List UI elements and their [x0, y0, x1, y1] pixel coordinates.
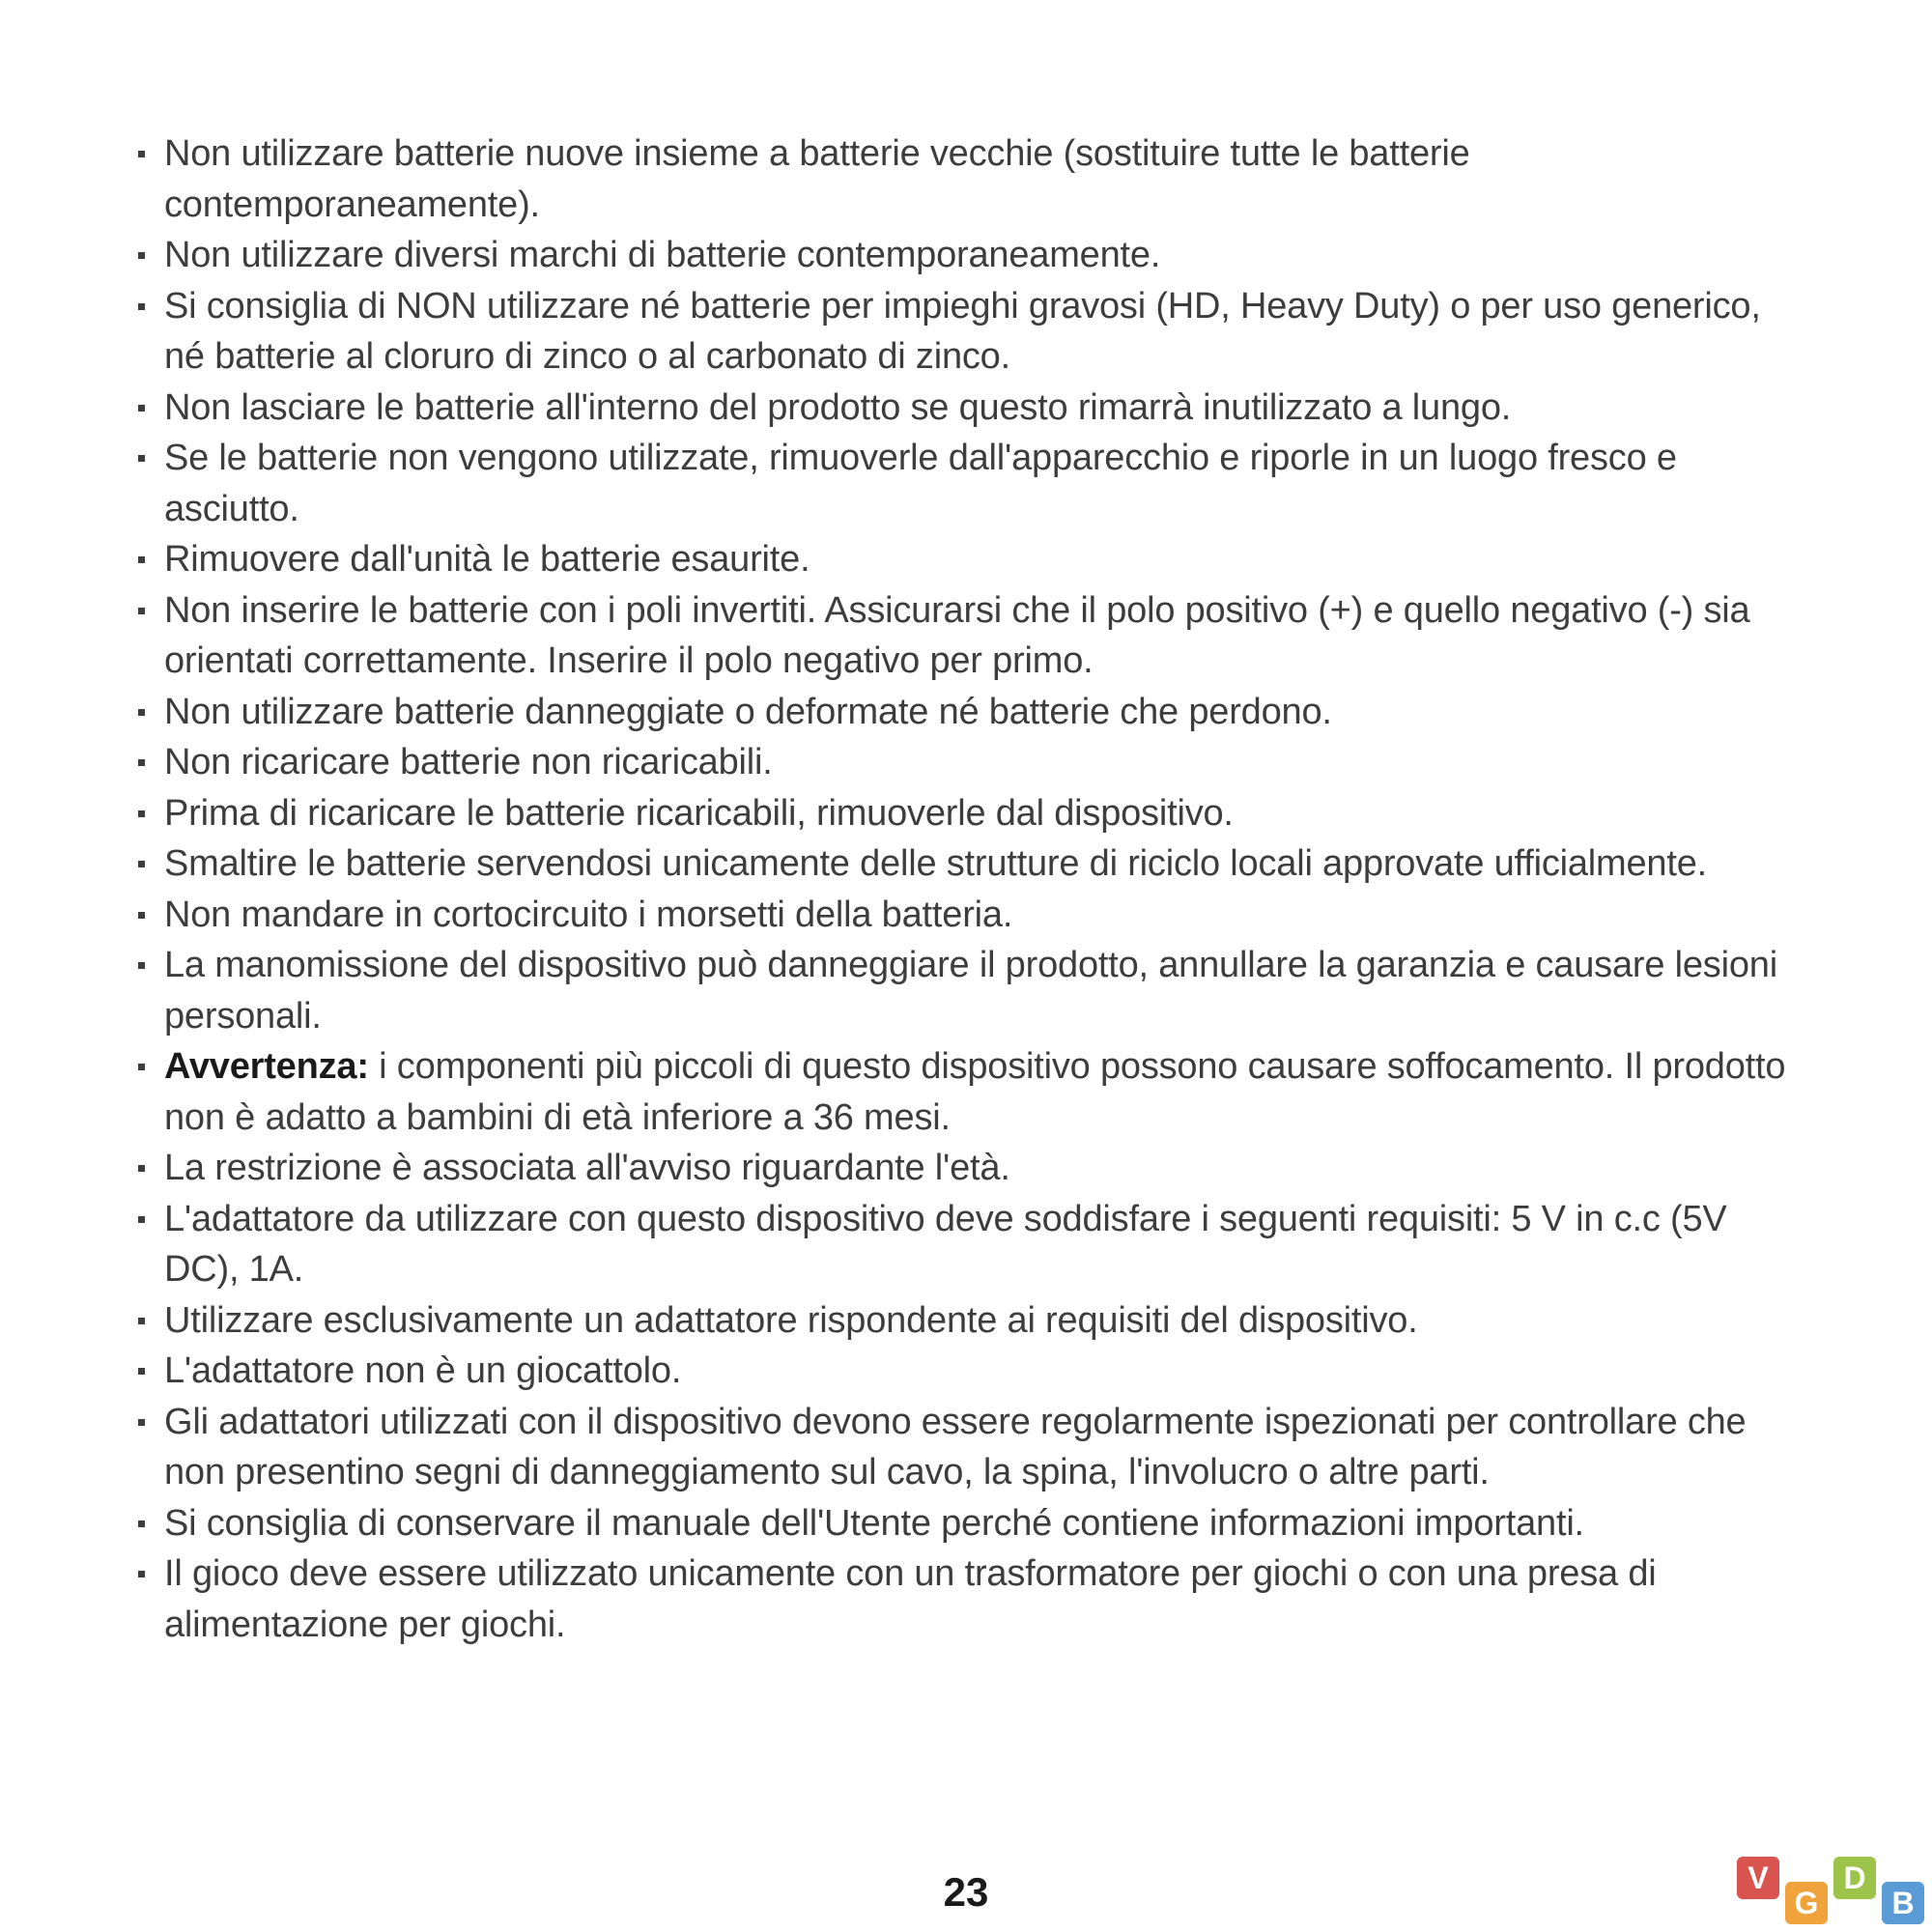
bullet-marker-icon [138, 252, 145, 259]
bullet-marker-icon [138, 303, 145, 310]
bullet-item [135, 687, 1797, 738]
bullet-marker-icon [138, 1571, 145, 1577]
bullet-lead-label: Avvertenza: [164, 1046, 369, 1087]
bullet-marker-icon [138, 861, 145, 867]
bullet-item [135, 1397, 1797, 1498]
bullet-text: Non utilizzare batterie danneggiate o deformate né batterie che perdono. [164, 691, 1332, 732]
watermark-letter-b: B [1882, 1882, 1924, 1924]
bullet-item [135, 1346, 1797, 1397]
bullet-item [135, 534, 1797, 585]
bullet-text: Il gioco deve essere utilizzato unicamente con un trasformatore per giochi o con una presa di alimentazione per giochi. [164, 1553, 1657, 1645]
bullet-text: i componenti più piccoli di questo dispositivo possono causare soffocamento. Il prodotto non è adatto a bambini di età inferiore a 36 mesi. [164, 1046, 1786, 1138]
bullet-text: Utilizzare esclusivamente un adattatore rispondente ai requisiti del dispositivo. [164, 1299, 1418, 1341]
bullet-item [135, 230, 1797, 281]
bullet-marker-icon [138, 1318, 145, 1324]
vgdb-watermark-logo [1737, 1853, 1930, 1928]
watermark-letter-g: G [1785, 1882, 1828, 1924]
bullet-marker-icon [138, 608, 145, 614]
bullet-item [135, 1295, 1797, 1347]
watermark-letter-v: V [1737, 1857, 1779, 1899]
bullet-marker-icon [138, 962, 145, 969]
bullet-marker-icon [138, 810, 145, 817]
safety-bullet-list [135, 128, 1797, 1650]
bullet-text: L'adattatore da utilizzare con questo dispositivo deve soddisfare i seguenti requisiti: 5 V in c.c (5V DC), 1A. [164, 1198, 1727, 1290]
bullet-marker-icon [138, 405, 145, 412]
bullet-text: Non lasciare le batterie all'interno del prodotto se questo rimarrà inutilizzato a lungo. [164, 386, 1512, 428]
bullet-item [135, 838, 1797, 890]
bullet-marker-icon [138, 709, 145, 716]
bullet-item [135, 585, 1797, 687]
bullet-item [135, 1194, 1797, 1295]
bullet-marker-icon [138, 151, 145, 157]
bullet-item [135, 1041, 1797, 1143]
bullet-text: Si consiglia di conservare il manuale dell'Utente perché contiene informazioni importanti. [164, 1502, 1584, 1544]
bullet-item [135, 383, 1797, 434]
bullet-item [135, 433, 1797, 534]
bullet-text: Gli adattatori utilizzati con il dispositivo devono essere regolarmente ispezionati per controllare che non presentino segni di danneggiamento sul cavo, la spina, l'involucro o altre parti. [164, 1401, 1747, 1492]
bullet-text: La manomissione del dispositivo può danneggiare il prodotto, annullare la garanzia e causare lesioni personali. [164, 945, 1777, 1037]
bullet-marker-icon [138, 1165, 145, 1172]
bullet-text: Non utilizzare batterie nuove insieme a batterie vecchie (sostituire tutte le batterie contemporaneamente). [164, 133, 1470, 225]
bullet-item [135, 940, 1797, 1041]
bullet-marker-icon [138, 1368, 145, 1375]
bullet-text: La restrizione è associata all'avviso riguardante l'età. [164, 1148, 1010, 1188]
bullet-marker-icon [138, 1520, 145, 1527]
bullet-marker-icon [138, 759, 145, 766]
bullet-text: Smaltire le batterie servendosi unicamente delle strutture di riciclo locali approvate ufficialmente. [164, 843, 1708, 884]
bullet-marker-icon [138, 912, 145, 919]
bullet-marker-icon [138, 1216, 145, 1223]
bullet-text: Non inserire le batterie con i poli invertiti. Assicurarsi che il polo positivo (+) e quello negativo (-) sia orientati correttamente. Inserire il polo negativo per primo. [164, 589, 1750, 681]
bullet-item [135, 737, 1797, 788]
bullet-text: L'adattatore non è un giocattolo. [164, 1350, 682, 1391]
bullet-marker-icon [138, 1064, 145, 1070]
bullet-marker-icon [138, 455, 145, 462]
bullet-marker-icon [138, 556, 145, 563]
bullet-item [135, 788, 1797, 839]
bullet-item [135, 128, 1797, 230]
bullet-item [135, 281, 1797, 383]
bullet-text: Si consiglia di NON utilizzare né batterie per impieghi gravosi (HD, Heavy Duty) o per uso generico, né batterie al cloruro di zinco o al carbonato di zinco. [164, 285, 1761, 377]
bullet-text: Rimuovere dall'unità le batterie esaurite. [164, 539, 810, 580]
bullet-item [135, 1498, 1797, 1549]
bullet-marker-icon [138, 1419, 145, 1426]
bullet-text: Non mandare in cortocircuito i morsetti della batteria. [164, 894, 1013, 935]
bullet-item [135, 890, 1797, 941]
bullet-item [135, 1143, 1797, 1194]
bullet-text: Non utilizzare diversi marchi di batterie contemporaneamente. [164, 235, 1161, 275]
bullet-text: Non ricaricare batterie non ricaricabili. [164, 742, 773, 782]
bullet-text: Prima di ricaricare le batterie ricaricabili, rimuoverle dal dispositivo. [164, 792, 1234, 834]
watermark-letter-d: D [1833, 1857, 1876, 1899]
bullet-text: Se le batterie non vengono utilizzate, rimuoverle dall'apparecchio e riporle in un luogo fresco e asciutto. [164, 438, 1677, 529]
page-number: 23 [943, 1869, 989, 1915]
bullet-item [135, 1548, 1797, 1650]
